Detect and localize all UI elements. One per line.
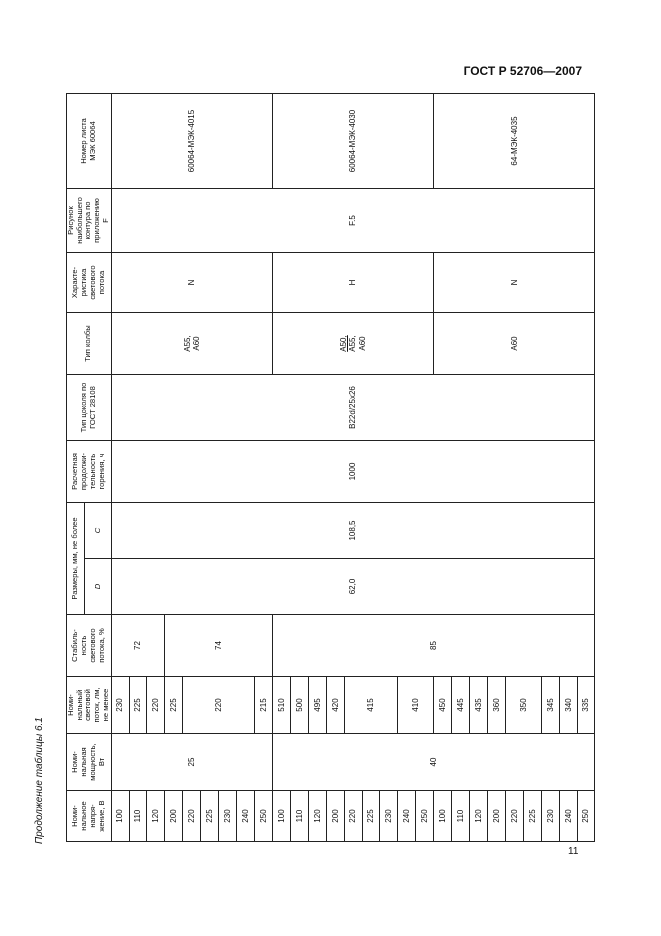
flux-cell: 445 — [452, 677, 470, 734]
rotated-table-sheet — [34, 94, 591, 844]
flux-cell: 435 — [470, 677, 488, 734]
char-cell-1: N — [111, 253, 272, 313]
char-cell-2: H — [272, 253, 433, 313]
voltage-cell: 230 — [380, 791, 398, 842]
flux-cell: 340 — [559, 677, 577, 734]
voltage-cell: 220 — [183, 791, 201, 842]
sheet-cell-2: 60064-МЭК-4030 — [272, 94, 433, 189]
flux-cell: 220 — [147, 677, 165, 734]
flux-cell: 215 — [254, 677, 272, 734]
flux-cell: 220 — [183, 677, 255, 734]
voltage-cell: 230 — [219, 791, 237, 842]
stability-cell: 74 — [165, 615, 273, 677]
col-contour: Рисунок наибольшего контура по приложению F — [67, 189, 112, 253]
flux-cell: 450 — [434, 677, 452, 734]
col-base: Тип цоколя по ГОСТ 28108 — [67, 375, 112, 441]
bulb-cell-1 — [111, 313, 272, 375]
col-dim-c: C — [85, 503, 111, 559]
flux-cell: 415 — [344, 677, 398, 734]
voltage-cell: 120 — [470, 791, 488, 842]
voltage-cell: 250 — [577, 791, 595, 842]
flux-cell: 335 — [577, 677, 595, 734]
voltage-cell: 100 — [272, 791, 290, 842]
bulb-text: A55, A60 — [182, 335, 201, 352]
sheet-cell-3: 64-МЭК-4035 — [434, 94, 595, 189]
voltage-cell: 220 — [344, 791, 362, 842]
voltage-cell: 110 — [129, 791, 147, 842]
col-flux: Номи- нальный световой поток, лм, не менее — [67, 677, 112, 734]
voltage-cell: 120 — [308, 791, 326, 842]
flux-cell: 495 — [308, 677, 326, 734]
base-cell: B22d/25x26 — [111, 375, 595, 441]
voltage-cell: 230 — [541, 791, 559, 842]
col-dim-d: D — [85, 559, 111, 615]
voltage-cell: 240 — [237, 791, 255, 842]
sheet-cell-1: 60064-МЭК-4015 — [111, 94, 272, 189]
voltage-cell: 220 — [505, 791, 523, 842]
bulb-text-underlined: A50, — [339, 335, 349, 352]
contour-cell: F.5 — [111, 189, 595, 253]
voltage-cell: 120 — [147, 791, 165, 842]
voltage-cell: 200 — [326, 791, 344, 842]
voltage-cell: 110 — [290, 791, 308, 842]
table-caption: Продолжение таблицы 6.1 — [34, 717, 45, 844]
flux-cell: 225 — [129, 677, 147, 734]
bulb-cell-2 — [272, 313, 433, 375]
voltage-cell: 100 — [434, 791, 452, 842]
char-cell-3: N — [434, 253, 595, 313]
flux-cell: 410 — [398, 677, 434, 734]
flux-cell: 230 — [111, 677, 129, 734]
voltage-cell: 250 — [416, 791, 434, 842]
voltage-cell: 110 — [452, 791, 470, 842]
flux-cell: 345 — [541, 677, 559, 734]
col-char: Характе- ристика светового потока — [67, 253, 112, 313]
col-power: Номи- нальная мощность, Вт — [67, 734, 112, 791]
dim-c-cell: 108,5 — [111, 503, 595, 559]
voltage-cell: 200 — [487, 791, 505, 842]
voltage-cell: 240 — [559, 791, 577, 842]
voltage-cell: 100 — [111, 791, 129, 842]
data-table — [66, 93, 595, 842]
col-life: Расчетная продолжи- тельность горения, ч — [67, 441, 112, 503]
standard-designation: ГОСТ Р 52706—2007 — [463, 64, 582, 78]
voltage-cell: 240 — [398, 791, 416, 842]
voltage-cell: 200 — [165, 791, 183, 842]
flux-cell: 420 — [326, 677, 344, 734]
col-sheet: Номер листа МЭК 60064 — [67, 94, 112, 189]
col-dims: Размеры, мм, не более — [67, 503, 85, 615]
voltage-cell: 225 — [201, 791, 219, 842]
voltage-cell: 225 — [523, 791, 541, 842]
stability-cell: 72 — [111, 615, 165, 677]
bulb-text: A55, A60 — [348, 335, 367, 352]
flux-cell: 510 — [272, 677, 290, 734]
col-voltage: Номи- нальное напря- жение, В — [67, 791, 112, 842]
page-number: 11 — [568, 846, 579, 857]
life-cell: 1000 — [111, 441, 595, 503]
col-bulb: Тип колбы — [67, 313, 112, 375]
bulb-cell-3: A60 — [434, 313, 595, 375]
flux-cell: 360 — [487, 677, 505, 734]
power-cell: 40 — [272, 734, 595, 791]
stability-cell: 85 — [272, 615, 595, 677]
col-stability: Стабиль- ность светового потока, % — [67, 615, 112, 677]
voltage-cell: 250 — [254, 791, 272, 842]
flux-cell: 350 — [505, 677, 541, 734]
dim-d-cell: 62,0 — [111, 559, 595, 615]
flux-cell: 500 — [290, 677, 308, 734]
header-row-1 — [67, 94, 85, 842]
voltage-cell: 225 — [362, 791, 380, 842]
table-row — [111, 94, 129, 842]
flux-cell: 225 — [165, 677, 183, 734]
power-cell: 25 — [111, 734, 272, 791]
